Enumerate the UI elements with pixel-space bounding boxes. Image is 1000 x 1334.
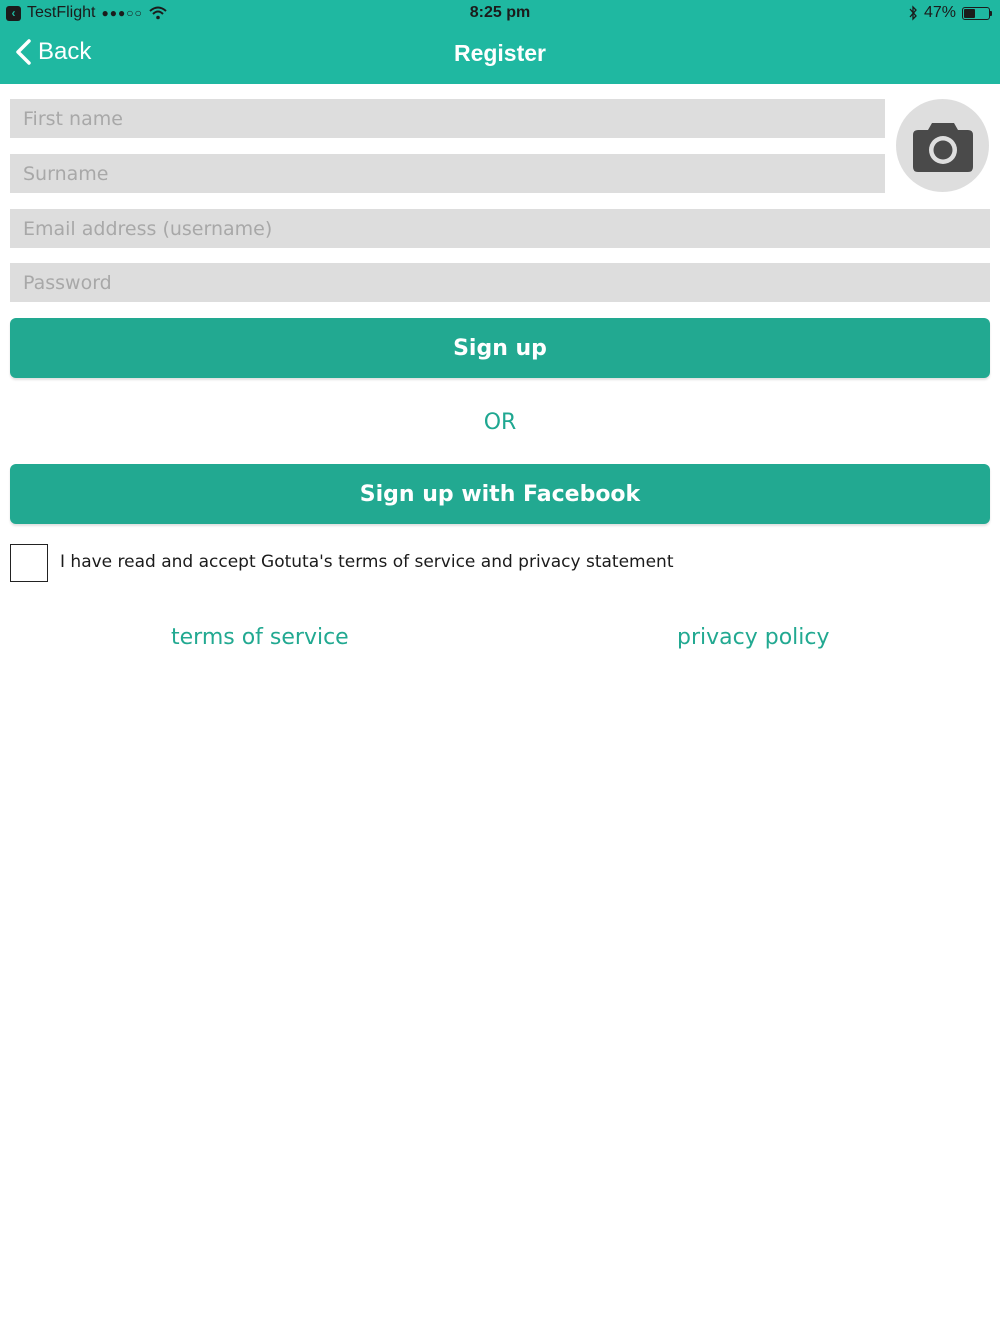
top-bar xyxy=(0,0,1000,84)
privacy-policy-link[interactable]: privacy policy xyxy=(677,625,830,650)
camera-icon xyxy=(912,119,974,173)
email-input[interactable] xyxy=(10,209,990,248)
carrier-label: TestFlight xyxy=(27,4,96,21)
first-name-input[interactable] xyxy=(10,99,885,138)
back-to-app-icon[interactable]: ‹ xyxy=(6,6,21,21)
battery-percent: 47% xyxy=(923,4,956,21)
sign-up-button[interactable]: Sign up xyxy=(10,318,990,378)
signal-strength-icon: ●●●○○ xyxy=(101,6,143,20)
surname-input[interactable] xyxy=(10,154,885,193)
or-divider: OR xyxy=(483,410,517,435)
status-time: 8:25 pm xyxy=(469,4,531,21)
page-title: Register xyxy=(453,40,547,66)
back-label: Back xyxy=(38,38,92,65)
status-right xyxy=(908,4,992,22)
facebook-sign-up-button[interactable]: Sign up with Facebook xyxy=(10,464,990,524)
password-input[interactable] xyxy=(10,263,990,302)
accept-terms-label: I have read and accept Gotuta's terms of service and privacy statement xyxy=(60,552,674,572)
battery-icon xyxy=(962,7,992,20)
status-bar xyxy=(0,0,1000,28)
terms-of-service-link[interactable]: terms of service xyxy=(171,625,349,650)
add-photo-button[interactable] xyxy=(896,99,989,192)
bluetooth-icon xyxy=(908,5,918,21)
accept-terms-checkbox[interactable] xyxy=(10,544,48,582)
